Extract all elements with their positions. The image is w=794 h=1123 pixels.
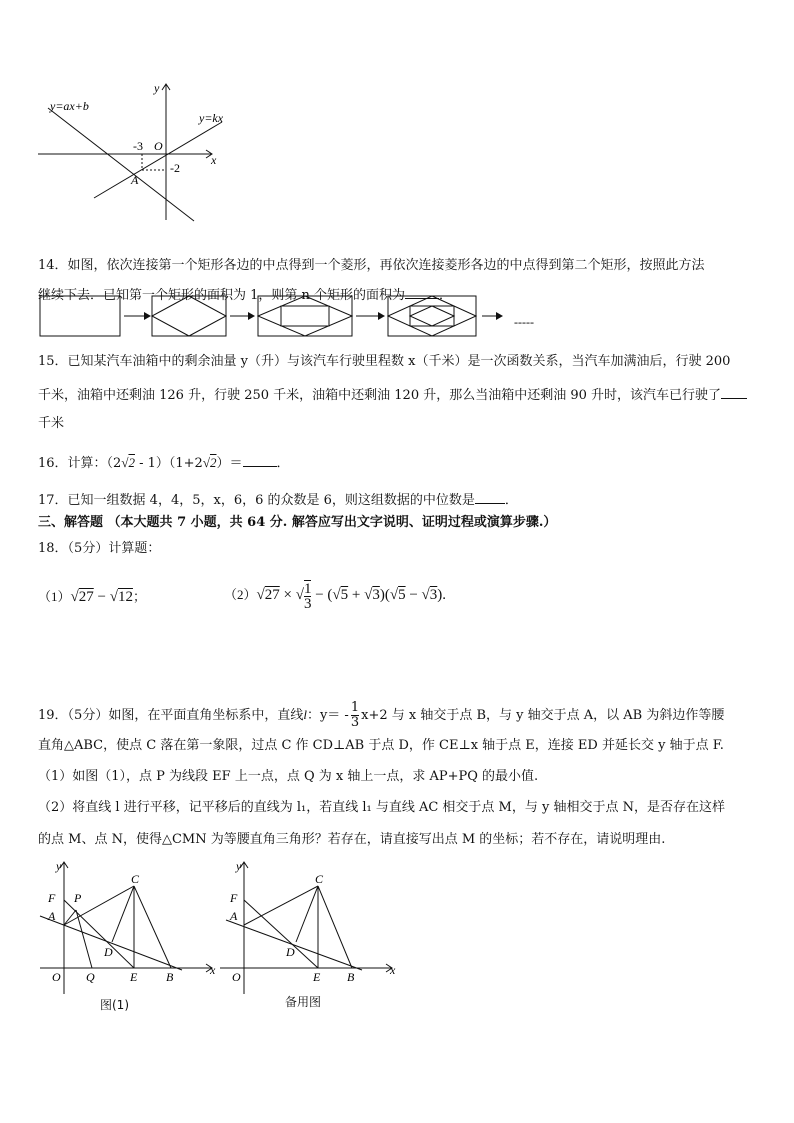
figure-q14-rectangles xyxy=(36,294,556,340)
svg-text:D: D xyxy=(286,945,295,959)
section3-heading xyxy=(38,514,556,532)
q19-line2: 直角△ABC，使点 C 落在第一象限，过点 C 作 CD⊥AB 于点 D，作 CE⊥x 轴于点 E，连接 ED 并延长交 y 轴于点 F. xyxy=(38,738,724,753)
figure-q13 xyxy=(36,78,236,228)
q14-line2-prefix: 继续下去．已知第一个矩形的面积为 1，则第 n 个矩形的面积为 xyxy=(38,288,406,303)
q15-line1: 15．已知某汽车油箱中的剩余油量 y（升）与该汽车行驶里程数 x（千米）是一次函数关系，当汽车加满油后，行驶 200 xyxy=(38,354,731,369)
svg-text:F: F xyxy=(48,891,56,905)
svg-text:O: O xyxy=(52,970,61,984)
svg-text:P: P xyxy=(74,891,82,905)
svg-text:O: O xyxy=(232,970,241,984)
q16-suffix: ）＝ xyxy=(216,456,243,471)
q19-line3: （1）如图（1），点 P 为线段 EF 上一点，点 Q 为 x 轴上一点，求 AP+PQ 的最小值. xyxy=(38,769,539,784)
q15-line2 xyxy=(38,384,747,405)
svg-text:x: x xyxy=(390,963,396,977)
q16-prefix: 16．计算：（2 xyxy=(38,456,122,471)
figure-q19-1 xyxy=(36,858,221,998)
q19-line5: 的点 M、点 N，使得△CMN 为等腰直角三角形？若存在，请直接写出点 M 的坐标；若不存在，请说明理由. xyxy=(38,832,666,847)
fig13-y-mark: -2 xyxy=(170,161,180,175)
svg-text:C: C xyxy=(131,872,140,886)
q19-line4: （2）将直线 l 进行平移，记平移后的直线为 l₁，若直线 l₁ 与直线 AC 相交于点 M，与 y 轴相交于点 N，是否存在这样 xyxy=(38,800,725,815)
q15-line3: 千米 xyxy=(38,416,65,431)
svg-text:D: D xyxy=(104,945,113,959)
q15-answer-blank[interactable] xyxy=(721,384,747,399)
q16-mid: - 1）（1+2 xyxy=(134,456,203,471)
fig13-point-a: A xyxy=(131,173,139,187)
section3-note: （本大题共 7 小题，共 64 分. 解答应写出文字说明、证明过程或演算步骤.） xyxy=(107,515,557,530)
q18-title: 18．（5分）计算题： xyxy=(38,541,161,556)
q19-line1: 19．（5分）如图，在平面直角坐标系中，直线l：y＝ - $\frac{1}{3}$ x+2 与 x 轴交于点 B，与 y 轴交于点 A，以 AB 为斜边作等腰 xyxy=(38,700,725,730)
svg-text:y: y xyxy=(56,859,62,873)
q16-sqrt2: √2 xyxy=(202,455,217,470)
q16-sqrt1: √2 xyxy=(121,455,135,470)
svg-text:Q: Q xyxy=(86,970,95,984)
q17-prefix: 17．已知一组数据 4，4，5，x，6，6 的众数是 6，则这组数据的中位数是 xyxy=(38,493,475,508)
svg-text:B: B xyxy=(166,970,174,984)
section3-title: 三、解答题 xyxy=(38,515,104,530)
svg-text:C: C xyxy=(315,872,324,886)
svg-text:F: F xyxy=(230,891,238,905)
fig13-x-label: x xyxy=(211,153,217,167)
fig13-line1-label: y=ax+b xyxy=(50,99,89,113)
q17-answer-blank[interactable] xyxy=(475,489,505,504)
fig13-x-mark: -3 xyxy=(133,139,143,153)
q18-part1: （1）√27 − √12； xyxy=(38,589,146,605)
q15-line2-text: 千米，油箱中还剩油 126 升，行驶 250 千米，油箱中还剩油 120 升，那么当油箱中还剩油 90 升时，该汽车已行驶了 xyxy=(38,388,722,403)
svg-text:A: A xyxy=(230,909,238,923)
figure-caption-2: 备用图 xyxy=(285,995,322,1009)
q16-answer-blank[interactable] xyxy=(243,452,277,467)
fig13-origin: O xyxy=(154,139,163,153)
svg-text:B: B xyxy=(347,970,355,984)
fig13-line2-label: y=kx xyxy=(199,111,224,125)
svg-text:E: E xyxy=(313,970,321,984)
q14-ellipsis: ----- xyxy=(514,315,534,329)
figure-caption-1: 图(1) xyxy=(100,998,129,1012)
svg-text:y: y xyxy=(236,859,242,873)
q17-line: 17．已知一组数据 4，4，5，x，6，6 的众数是 6，则这组数据的中位数是 ． xyxy=(38,489,518,510)
q16-line: 16．计算：（2√2 - 1）（1+2√2）＝ ． xyxy=(38,452,290,473)
svg-text:A: A xyxy=(48,909,56,923)
fig13-y-label: y xyxy=(154,81,160,95)
q14-line1: 14．如图，依次连接第一个矩形各边的中点得到一个菱形，再依次连接菱形各边的中点得到第二个矩形，按照此方法 xyxy=(38,258,705,273)
figure-q19-backup xyxy=(216,858,401,998)
svg-text:E: E xyxy=(130,970,138,984)
q18-part2: （2）√27 × √ $\frac{1}{3}$ − (√5 + √3)(√5 − √3). xyxy=(224,581,447,612)
svg-text:x: x xyxy=(210,963,216,977)
q14-line2-suffix: ． xyxy=(439,288,453,303)
